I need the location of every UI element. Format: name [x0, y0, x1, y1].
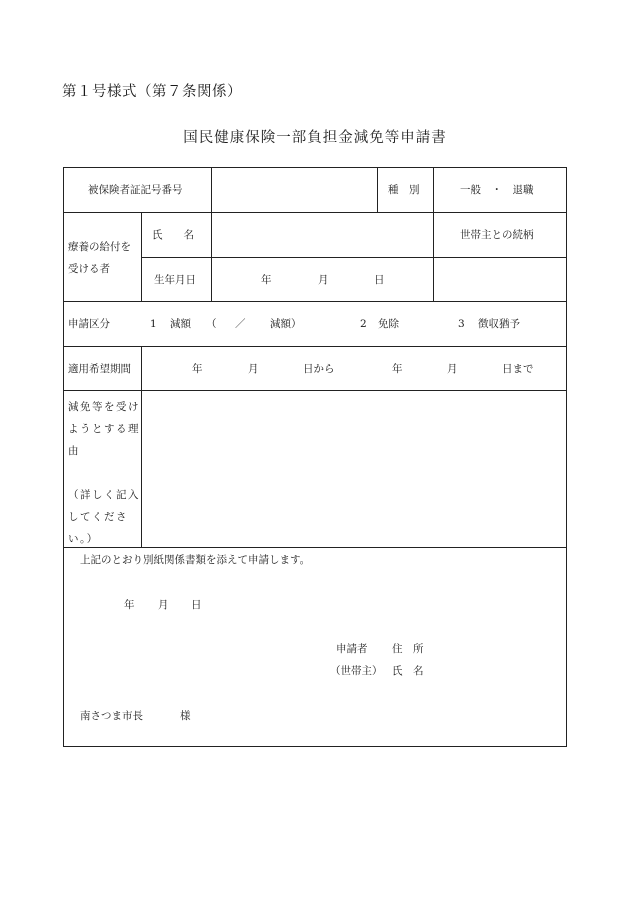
row-divider	[63, 212, 567, 213]
date-day-label: 日	[191, 599, 202, 611]
row-divider	[63, 346, 567, 347]
reason-field[interactable]	[144, 393, 564, 544]
insurance-type-label: 種 別	[388, 184, 420, 196]
row-divider	[63, 390, 567, 391]
column-divider	[211, 167, 212, 212]
column-divider	[433, 167, 434, 212]
birth-year-label: 年	[261, 274, 272, 286]
option-deferral-number: 3	[458, 318, 465, 330]
insurance-number-label: 被保険者証記号番号	[88, 184, 183, 196]
recipient-label-line2: 受ける者	[68, 263, 110, 275]
period-label: 適用希望期間	[68, 363, 131, 375]
period-from-day: 日から	[303, 363, 335, 375]
birth-month-label: 月	[318, 274, 329, 286]
date-month-label: 月	[158, 599, 169, 611]
option-exemption-number: 2	[360, 318, 367, 330]
form-number: 第１号様式（第７条関係）	[62, 84, 242, 100]
application-type-label: 申請区分	[68, 318, 110, 330]
option-reduction-number: 1	[150, 318, 157, 330]
addressee-honorific: 様	[180, 710, 191, 722]
addressee: 南さつま市長	[80, 710, 143, 722]
birth-day-label: 日	[374, 274, 385, 286]
applicant-name-label: 氏 名	[392, 665, 424, 677]
period-from-year: 年	[192, 363, 203, 375]
name-label: 氏 名	[152, 229, 194, 241]
form-title: 国民健康保険一部負担金減免等申請書	[183, 130, 447, 146]
option-reduction-paren-open: （	[206, 318, 217, 330]
birthdate-label: 生年月日	[154, 274, 196, 286]
period-from-month: 月	[248, 363, 259, 375]
address-label: 住 所	[392, 643, 424, 655]
column-divider	[433, 212, 434, 301]
column-divider	[141, 212, 142, 301]
column-divider	[211, 212, 212, 301]
declaration-statement: 上記のとおり別紙関係書類を添えて申請します。	[80, 554, 311, 566]
householder-label: （世帯主）	[330, 665, 383, 677]
relation-field[interactable]	[436, 259, 564, 299]
option-deferral[interactable]: 徴収猶予	[478, 318, 520, 330]
period-to-month: 月	[447, 363, 458, 375]
period-to-year: 年	[392, 363, 403, 375]
column-divider	[141, 346, 142, 547]
reason-note: （詳しく記入してください。）	[68, 489, 140, 545]
option-reduction-slash: ／	[235, 318, 246, 330]
column-divider	[377, 167, 378, 212]
option-exemption[interactable]: 免除	[378, 318, 399, 330]
option-reduction[interactable]: 減額	[170, 318, 191, 330]
date-year-label: 年	[124, 599, 135, 611]
insurance-number-field[interactable]	[214, 169, 374, 209]
row-divider	[141, 257, 567, 258]
period-to-day: 日まで	[502, 363, 534, 375]
relation-to-householder-label: 世帯主との続柄	[460, 229, 534, 241]
option-reduction-paren-text: 減額）	[270, 318, 302, 330]
name-field[interactable]	[214, 214, 430, 254]
applicant-label: 申請者	[336, 643, 368, 655]
recipient-label-line1: 療養の給付を	[68, 241, 131, 253]
row-divider	[63, 301, 567, 302]
reason-label-text: 減免等を受けようとする理由	[68, 401, 140, 457]
insurance-type-options[interactable]: 一般 ・ 退職	[460, 184, 534, 196]
reason-label	[68, 396, 140, 550]
